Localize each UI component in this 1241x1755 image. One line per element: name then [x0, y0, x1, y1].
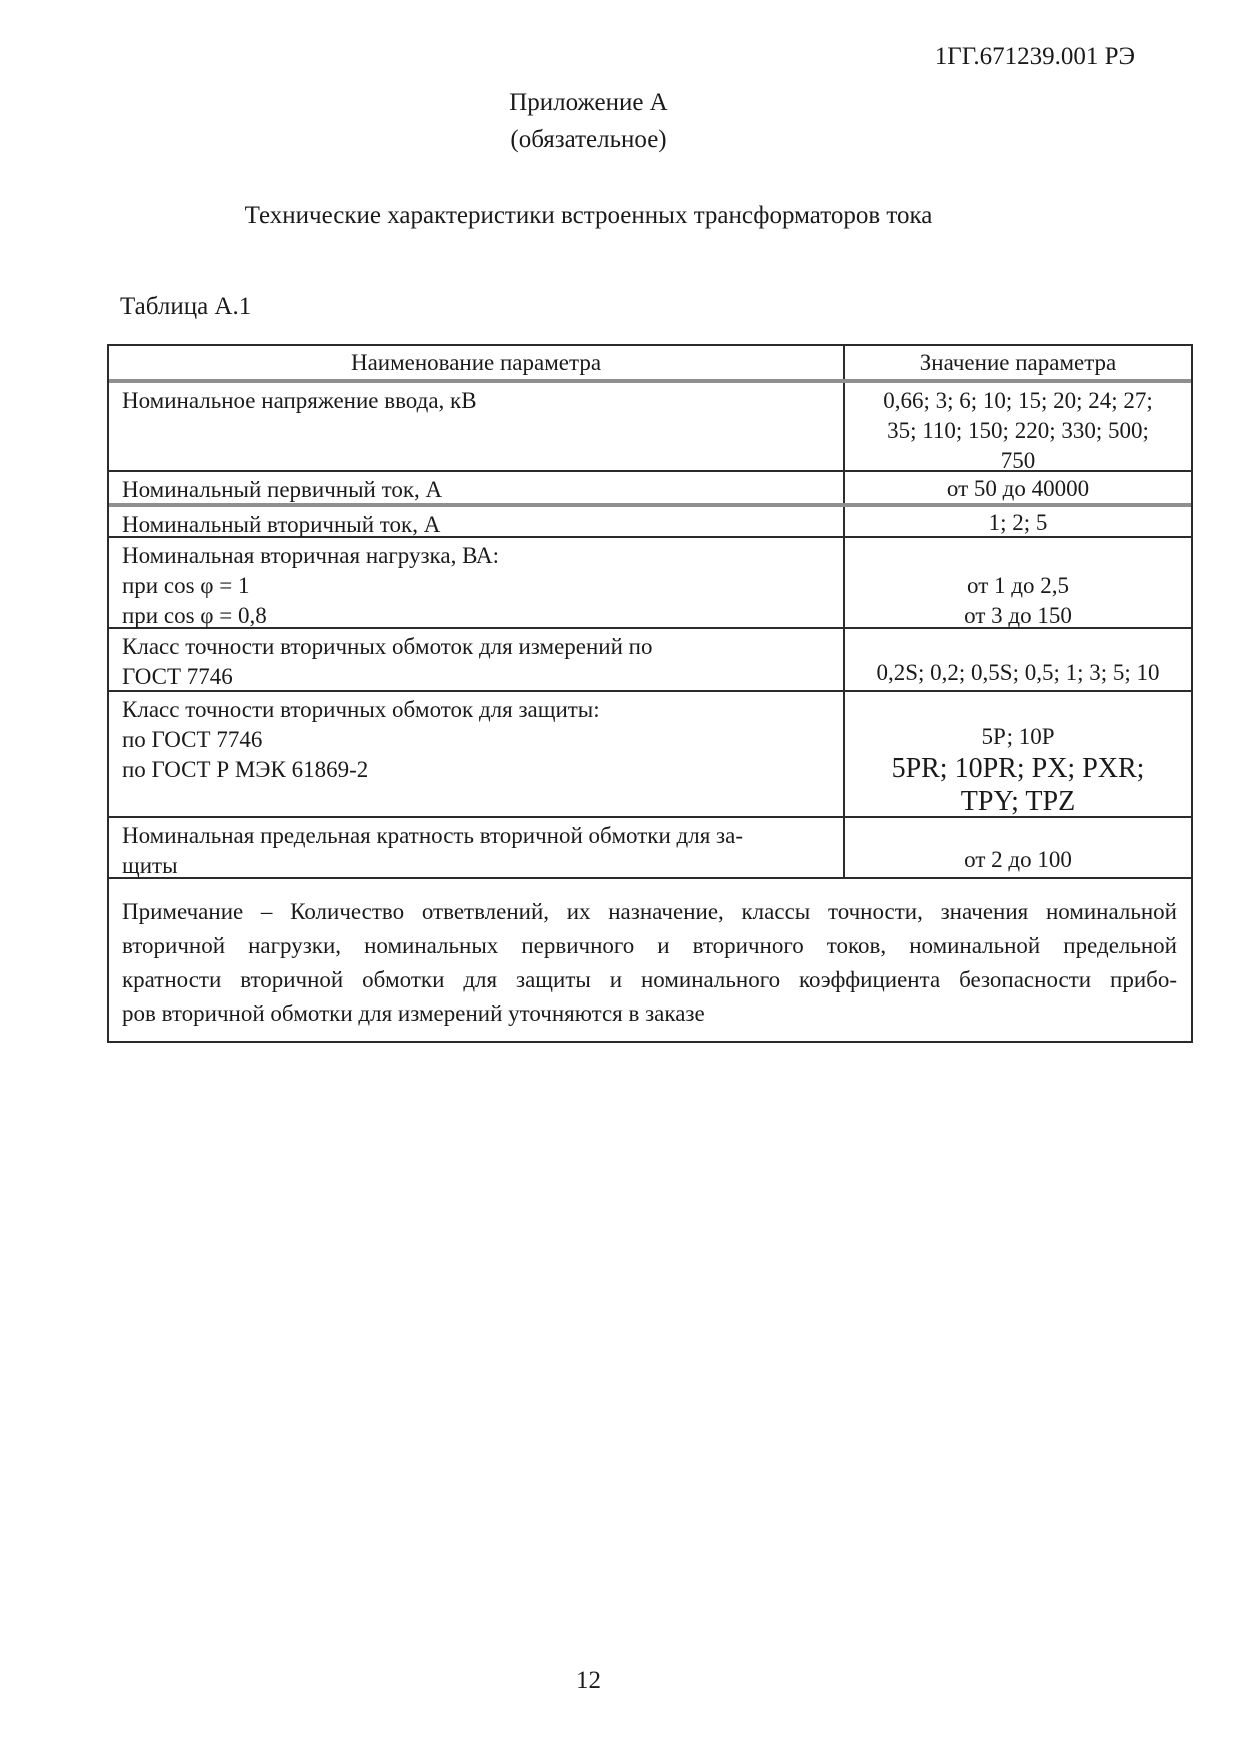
value-cell: 0,66; 3; 6; 10; 15; 20; 24; 27; 35; 110; 150; 220; 330; 500; 750	[883, 388, 1153, 473]
param-cell: Номинальный первичный ток, А	[109, 472, 845, 503]
table-row	[109, 507, 1191, 538]
note-line: кратности вторичной обмотки для защиты и номинального коэффициента безопасности прибо-	[122, 967, 1177, 992]
appendix-heading	[107, 84, 1070, 158]
note-line: вторичной нагрузки, номинальных первичного и вторичного токов, номинальной предельной	[122, 933, 1177, 958]
note-line: Примечание – Количество ответвлений, их назначение, классы точности, значения номинальной	[122, 899, 1177, 924]
table-row	[109, 692, 1191, 818]
param-cell: Номинальное напряжение ввода, кВ	[109, 383, 845, 470]
value-cell: от 50 до 40000	[946, 476, 1090, 501]
column-header-parameter-value: Значение параметра	[919, 350, 1117, 375]
section-title: Технические характеристики встроенных трансформаторов тока	[244, 202, 933, 229]
param-cell: Класс точности вторичных обмоток для измерений по ГОСТ 7746	[109, 629, 845, 690]
appendix-title: Приложение А	[509, 89, 668, 116]
note-line: ров вторичной обмотки для измерений уточняются в заказе	[122, 1001, 705, 1026]
parameters-table	[107, 344, 1193, 1043]
table-row	[109, 383, 1191, 472]
page-number: 12	[576, 1667, 601, 1694]
column-header-parameter-name: Наименование параметра	[109, 346, 845, 379]
param-cell: Номинальная предельная кратность вторичной обмотки для за- щиты	[109, 818, 845, 877]
table-row	[109, 472, 1191, 507]
value-cell: от 1 до 2,5 от 3 до 150	[964, 573, 1072, 628]
table-row	[109, 538, 1191, 629]
table-header-row	[109, 346, 1191, 383]
value-cell: 5Р; 10Р 5PR; 10PR; PX; PXR; TPY; TPZ	[891, 724, 1145, 817]
value-cell: 0,2S; 0,2; 0,5S; 0,5; 1; 3; 5; 10	[876, 660, 1160, 685]
table-note	[109, 879, 1191, 1041]
param-cell: Номинальный вторичный ток, А	[109, 507, 845, 536]
param-cell: Класс точности вторичных обмоток для защиты: по ГОСТ 7746 по ГОСТ Р МЭК 61869-2	[109, 692, 845, 816]
value-cell: 1; 2; 5	[988, 510, 1048, 535]
document-code: 1ГГ.671239.001 РЭ	[934, 43, 1135, 70]
appendix-subtitle: (обязательное)	[510, 126, 667, 153]
table-row	[109, 818, 1191, 879]
param-cell: Номинальная вторичная нагрузка, ВА: при cos φ = 1 при cos φ = 0,8	[109, 538, 845, 627]
value-cell: от 2 до 100	[964, 847, 1072, 872]
table-caption: Таблица А.1	[120, 293, 252, 320]
table-row	[109, 629, 1191, 692]
